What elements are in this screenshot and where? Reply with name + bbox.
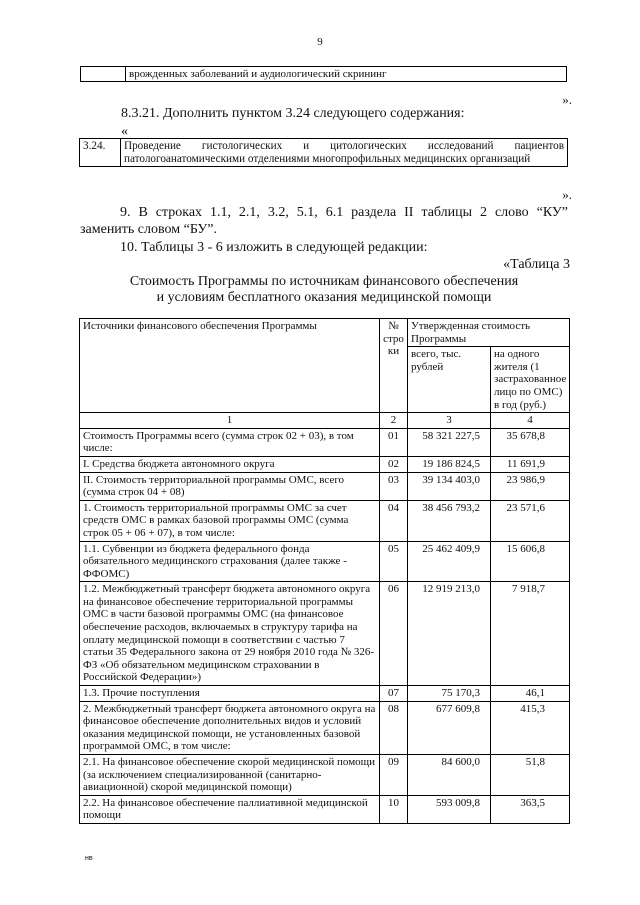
page-number: 9 [317,36,323,48]
table-row [80,755,570,796]
row-per-resident-cell: 7 918,7 [491,582,570,686]
row-total-cell: 58 321 227,5 [408,428,491,456]
row-per-resident-cell: 23 571,6 [491,500,570,541]
closing-quote: ». [562,187,572,202]
paragraph-10: 10. Таблицы 3 - 6 изложить в следующей редакции: [120,240,428,255]
row-name-cell: I. Средства бюджета автономного округа [80,456,380,472]
column-number: 2 [380,413,408,429]
row-per-resident-cell: 15 606,8 [491,541,570,582]
row-name-cell: II. Стоимость территориальной программы ОМС, всего (сумма строк 04 + 08) [80,472,380,500]
paragraph-8-3-21: 8.3.21. Дополнить пунктом 3.24 следующего содержания: [121,106,465,121]
row-per-resident-cell: 35 678,8 [491,428,570,456]
header-row-number: № стро ки [380,319,408,413]
row-name-cell: 2.2. На финансовое обеспечение паллиативной медицинской помощи [80,795,380,823]
row-number-cell: 01 [380,428,408,456]
table-title-line: Стоимость Программы по источникам финансового обеспечения [129,274,519,289]
row-number-cell: 09 [380,755,408,796]
header-total: всего, тыс. рублей [408,347,491,413]
opening-quote: « [121,124,128,139]
table-header-row [80,319,570,347]
row-per-resident-cell: 23 986,9 [491,472,570,500]
row-total-cell: 12 919 213,0 [408,582,491,686]
table-row [80,795,570,823]
table-row [80,686,570,702]
row-per-resident-cell: 46,1 [491,686,570,702]
row-total-cell: 38 456 793,2 [408,500,491,541]
row-number-cell: 07 [380,686,408,702]
item-number-cell [81,67,126,82]
header-approved-cost: Утвержденная стоимость Программы [408,319,570,347]
row-number-cell: 03 [380,472,408,500]
program-cost-table [79,318,570,824]
row-total-cell: 593 009,8 [408,795,491,823]
paragraph-9: 9. В строках 1.1, 2.1, 3.2, 5.1, 6.1 раздела II таблицы 2 слово “КУ” заменить словом “БУ”. [80,205,568,237]
table-title [80,274,568,306]
row-total-cell: 25 462 409,9 [408,541,491,582]
row-number-cell: 10 [380,795,408,823]
table-label: «Таблица 3 [503,257,570,272]
table-body [80,428,570,823]
table-title-line: и условиям бесплатного оказания медицинской помощи [156,290,492,305]
table-row [80,456,570,472]
table-row [80,500,570,541]
row-total-cell: 84 600,0 [408,755,491,796]
column-number-row [80,413,570,429]
table-row [81,67,567,82]
row-number-cell: 05 [380,541,408,582]
footer-mark: нв [85,855,93,862]
row-total-cell: 677 609,8 [408,701,491,754]
row-number-cell: 06 [380,582,408,686]
row-name-cell: Стоимость Программы всего (сумма строк 02 + 03), в том числе: [80,428,380,456]
row-name-cell: 2.1. На финансовое обеспечение скорой медицинской помощи (за исключением специализированной (санитарно-авиационной) скорой медицинской помощи) [80,755,380,796]
table-row [80,139,568,167]
new-item-table [79,138,568,167]
row-name-cell: 1. Стоимость территориальной программы ОМС за счет средств ОМС в рамках базовой программы ОМС (сумма строк 05 + 06 + 07), в том числе: [80,500,380,541]
table-row [80,582,570,686]
row-name-cell: 1.1. Субвенции из бюджета федерального фонда обязательного медицинского страхования (далее также - ФФОМС) [80,541,380,582]
column-number: 1 [80,413,380,429]
row-name-cell: 2. Межбюджетный трансферт бюджета автономного округа на финансовое обеспечение дополнительных видов и условий оказания медицинской помощи, не установленных базовой программой ОМС, в том числе: [80,701,380,754]
continued-table-fragment [80,66,567,82]
column-number: 3 [408,413,491,429]
column-number: 4 [491,413,570,429]
row-number-cell: 04 [380,500,408,541]
table-row [80,701,570,754]
item-text-cell: врожденных заболеваний и аудиологический скрининг [126,67,567,82]
row-number-cell: 02 [380,456,408,472]
row-total-cell: 39 134 403,0 [408,472,491,500]
closing-quote: ». [562,92,572,107]
table-row [80,428,570,456]
row-total-cell: 19 186 824,5 [408,456,491,472]
header-per-resident: на одного жителя (1 застрахованное лицо по ОМС) в год (руб.) [491,347,570,413]
row-per-resident-cell: 51,8 [491,755,570,796]
row-number-cell: 08 [380,701,408,754]
row-per-resident-cell: 415,3 [491,701,570,754]
row-per-resident-cell: 363,5 [491,795,570,823]
row-name-cell: 1.3. Прочие поступления [80,686,380,702]
table-row [80,472,570,500]
row-per-resident-cell: 11 691,9 [491,456,570,472]
row-total-cell: 75 170,3 [408,686,491,702]
item-number-cell: 3.24. [80,139,121,167]
table-row [80,541,570,582]
row-name-cell: 1.2. Межбюджетный трансферт бюджета автономного округа на финансовое обеспечение территориальной программы ОМС в части базовой программы ОМС (на финансовое обеспечение расходов, включаемых в структуру тарифа на оплату медицинской помощи в соответствии с частью 7 статьи 35 Федерального закона от 29 ноября 2010 года № 326-ФЗ «Об обязательном медицинском страховании в Российской Федерации») [80,582,380,686]
header-sources: Источники финансового обеспечения Программы [80,319,380,413]
item-text-cell: Проведение гистологических и цитологических исследований пациентов патологоанатомическими отделениями многопрофильных медицинских организаций [121,139,568,167]
